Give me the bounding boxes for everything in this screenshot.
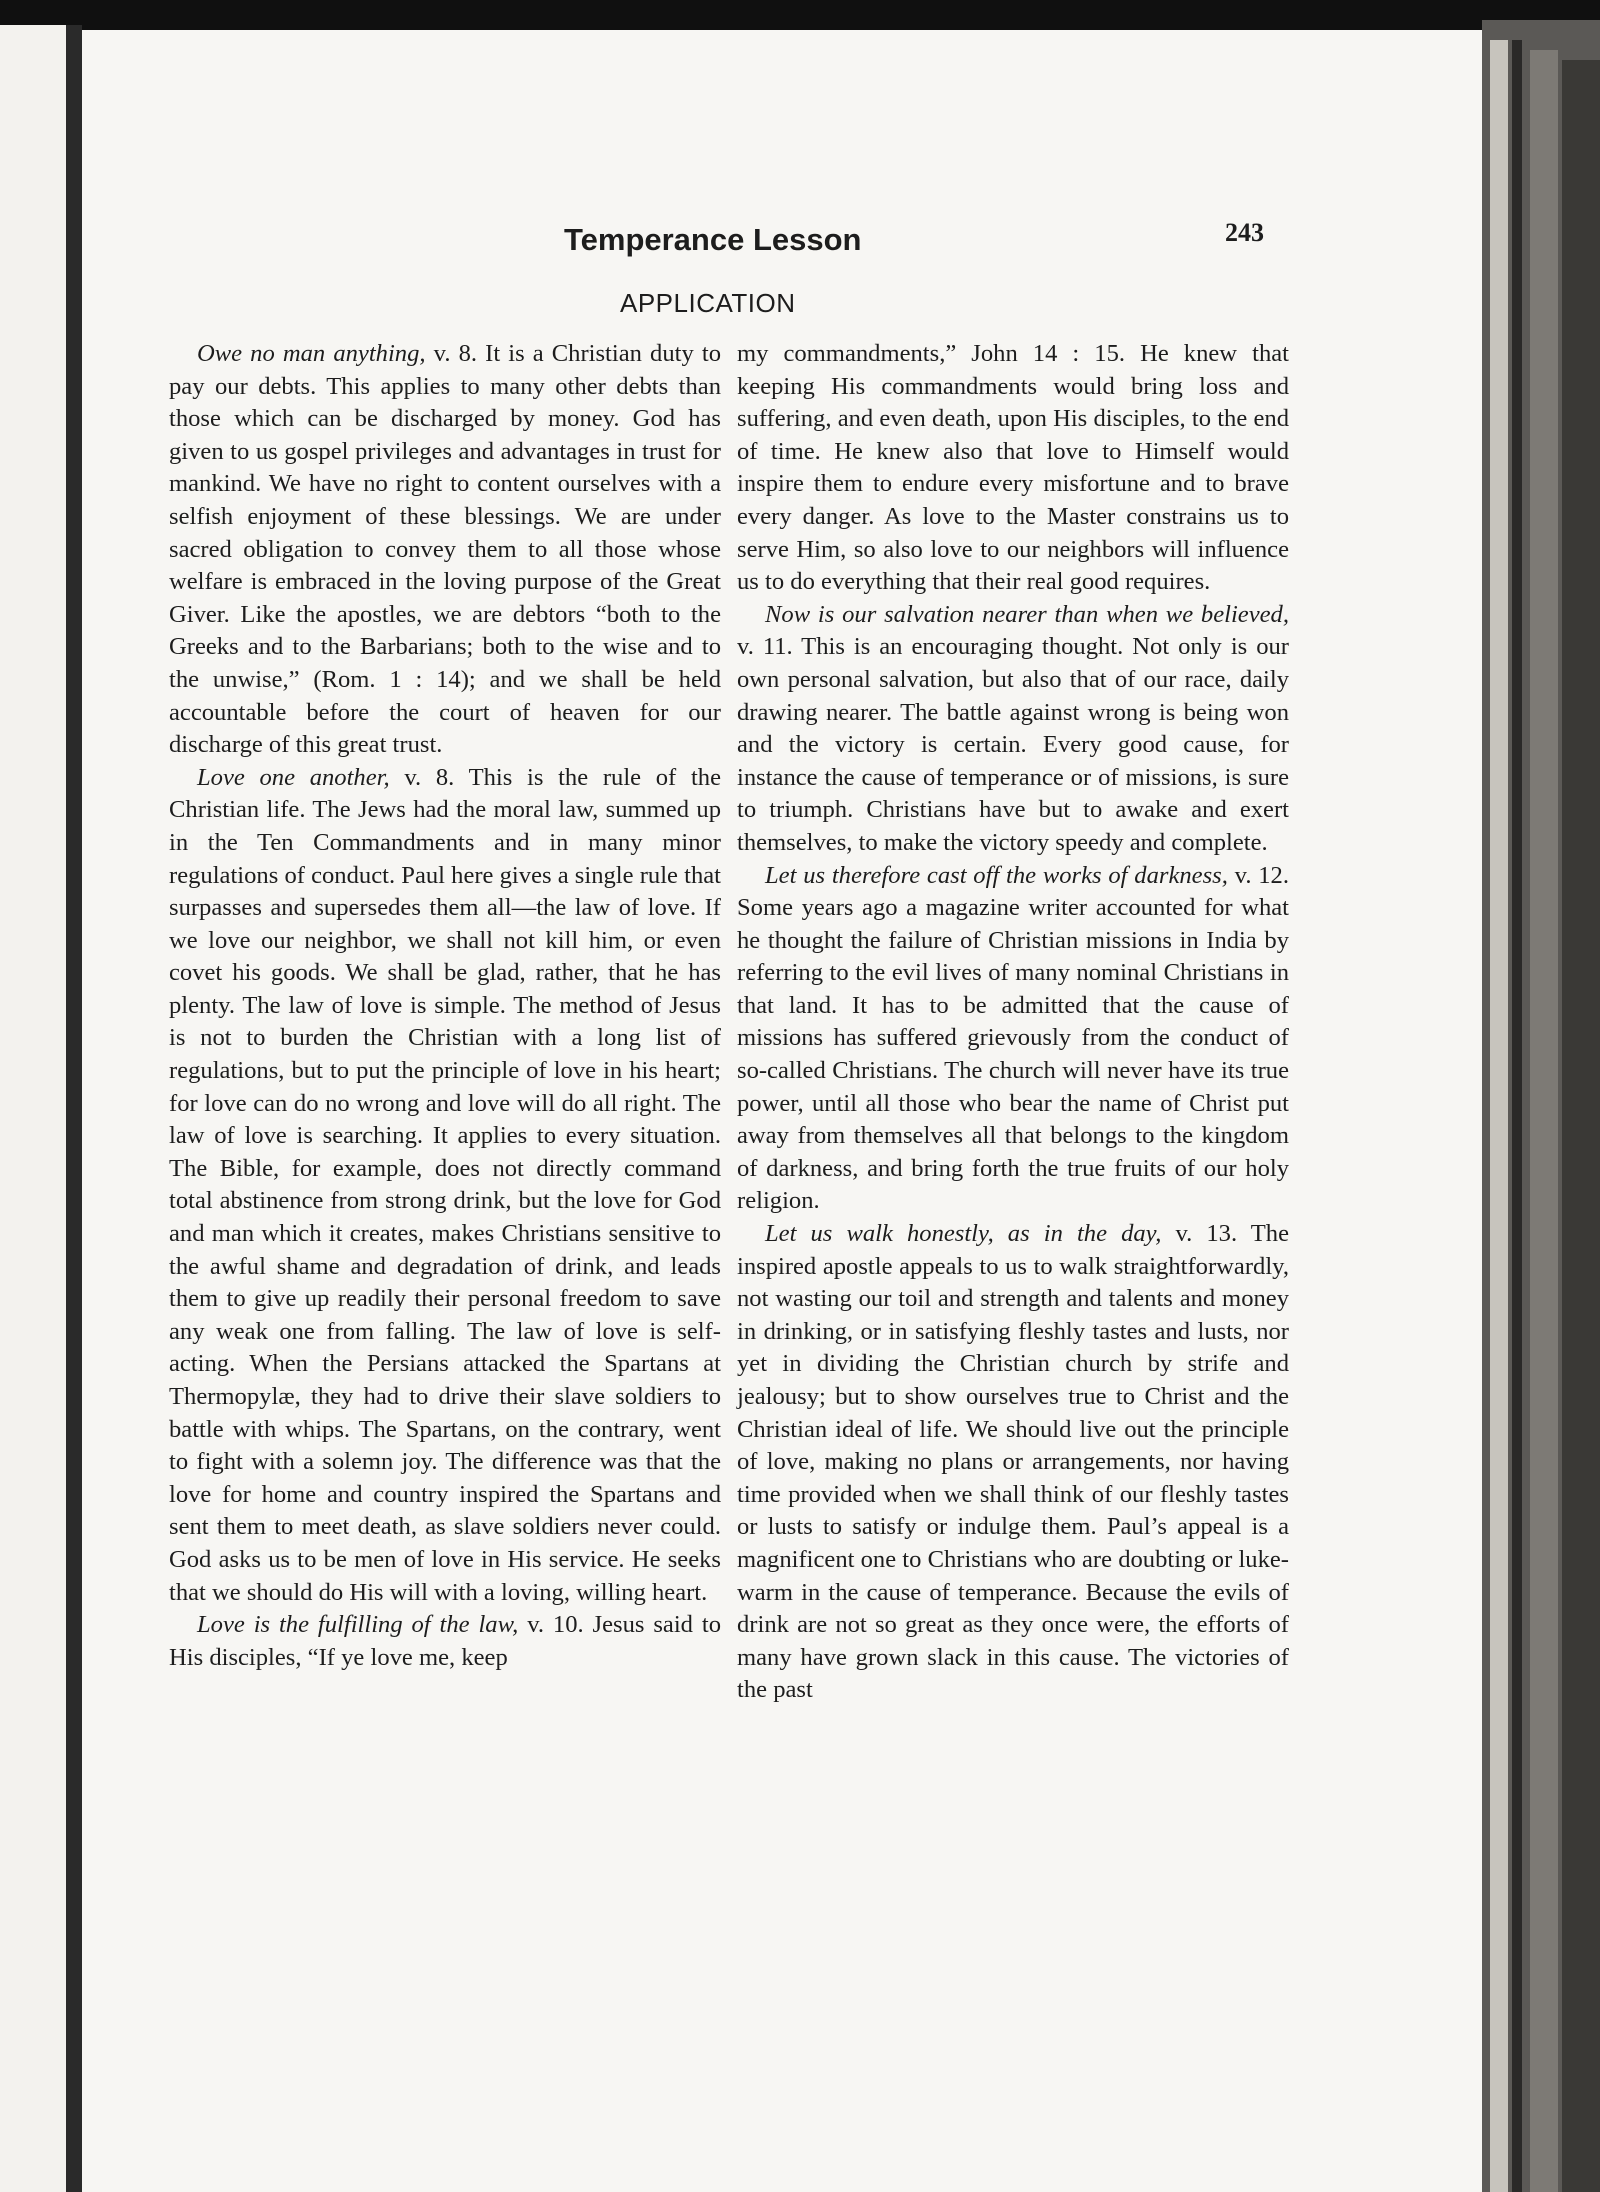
- paragraph: [737, 1218, 1289, 1707]
- left-column: [169, 338, 721, 2038]
- paragraph-text: v. 8. It is a Christian duty to pay our debts. This applies to many other debts than those which can be discharged by money. God has given to us gospel privileges and advantages in trust for mankind. We have no right to content ourselves with a selfish enjoyment of these blessings. We are under sacred obligation to convey them to all those whose welfare is embraced in the loving purpose of the Great Giver. Like the apostles, we are debtors “both to the Greeks and to the Barbarians; both to the wise and to the unwise,” (Rom. 1 : 14); and we shall be held accountable before the court of heaven for our discharge of this great trust.: [169, 340, 721, 759]
- verse-reference: Now is our salvation nearer than when we believed,: [765, 600, 1289, 628]
- paragraph-text: v. 11. This is an encouraging thought. Not only is our own personal salvation, but also that of our race, daily drawing nearer. The battle against wrong is being won and the victory is certain. Every good cause, for instance the cause of temperance or of missions, is sure to triumph. Christians have but to awake and exert themselves, to make the victory speedy and complete.: [737, 633, 1289, 856]
- paragraph-text: v. 13. The inspired apostle appeals to us to walk straightforwardly, not wasting our toil and strength and talents and money in drinking, or in satisfying fleshly tastes and lusts, nor yet in dividing the Christian church by strife and jealousy; but to show ourselves true to Christ and the Christian ideal of life. We should live out the principle of love, making no plans or arrangements, nor having time provided when we shall think of our fleshly tastes or lusts to satisfy or indulge them. Paul’s appeal is a magnificent one to Christians who are doubting or luke-warm in the cause of temperance. Because the evils of drink are not so great as they once were, the efforts of many have grown slack in this cause. The victories of the past: [737, 1220, 1289, 1704]
- paragraph-text: v. 10. Jesus said to His disciples, “If ye love me, keep: [169, 1611, 721, 1671]
- verse-reference: Let us therefore cast off the works of darkness,: [765, 861, 1228, 889]
- running-head: Temperance Lesson: [564, 222, 862, 257]
- right-column: [737, 338, 1289, 2038]
- book-gutter: [66, 25, 82, 2192]
- spine-shadow: [1512, 40, 1522, 2192]
- cover-back: [1562, 60, 1600, 2192]
- paragraph: [169, 1609, 721, 1674]
- verse-reference: Love is the fulfilling of the law,: [197, 1611, 519, 1639]
- paragraph-text: v. 12. Some years ago a magazine writer accounted for what he thought the failure of Christian missions in India by referring to the evil lives of many nominal Christians in that land. It has to be admitted that the cause of missions has suffered grievously from the conduct of so-called Christians. The church will never have its true power, until all those who bear the name of Christ put away from themselves all that belongs to the kingdom of darkness, and bring forth the true fruits of our holy religion.: [737, 861, 1290, 1215]
- verse-reference: Owe no man anything,: [197, 340, 426, 367]
- paragraph-continued: [737, 338, 1289, 599]
- section-title: APPLICATION: [620, 288, 796, 318]
- paragraph: [169, 762, 721, 1609]
- facing-page-edge: [0, 25, 72, 2192]
- verse-reference: Love one another,: [197, 763, 390, 791]
- verse-reference: Let us walk honestly, as in the day,: [765, 1220, 1162, 1248]
- paragraph: [169, 338, 721, 762]
- cover-edge: [1530, 50, 1558, 2192]
- paragraph-text: my commandments,” John 14 : 15. He knew that keeping His commandments would bring loss and suffering, and even death, upon His disciples, to the end of time. He knew also that love to Himself would inspire them to endure every misfortune and to brave every danger. As love to the Master constrains us to serve Him, so also love to our neighbors will influence us to do everything that their real good requires.: [737, 340, 1289, 596]
- page-stack-edge: [1490, 40, 1508, 2192]
- paragraph-text: v. 8. This is the rule of the Christian life. The Jews had the moral law, summed up in the Ten Commandments and in many minor regulations of conduct. Paul here gives a single rule that surpasses and supersedes them all—the law of love. If we love our neighbor, we shall not kill him, or even covet his goods. We shall be glad, rather, that he has plenty. The law of love is simple. The method of Jesus is not to burden the Christian with a long list of regulations, but to put the principle of love in his heart; for love can do no wrong and love will do all right. The law of love is searching. It applies to every situation. The Bible, for example, does not directly command total abstinence from strong drink, but the love for God and man which it creates, makes Christians sensitive to the awful shame and degradation of drink, and leads them to give up readily their personal freedom to save any weak one from falling. The law of love is self-acting. When the Persians attacked the Spartans at Thermopylæ, they had to drive their slave soldiers to battle with whips. The Spartans, on the contrary, went to fight with a solemn joy. The difference was that the love for home and country inspired the Spartans and sent them to meet death, as slave soldiers never could. God asks us to be men of love in His service. He seeks that we should do His will with a loving, willing heart.: [169, 763, 721, 1606]
- page-number: 243: [1225, 218, 1264, 247]
- paragraph: [737, 599, 1289, 860]
- paragraph: [737, 860, 1289, 1219]
